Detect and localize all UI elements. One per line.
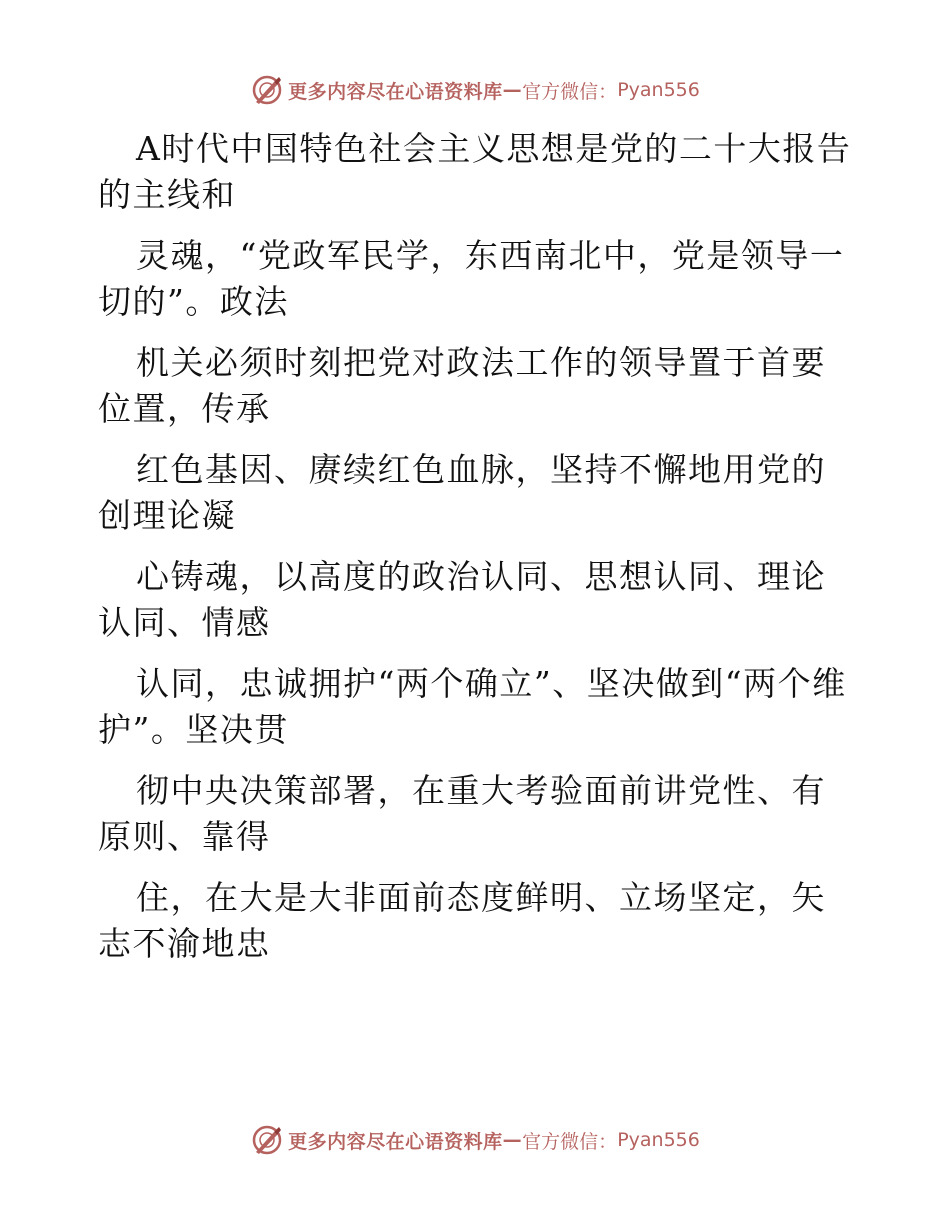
document-body xyxy=(98,126,858,982)
banner-text: 更多内容尽在心语资料库 xyxy=(288,1130,503,1153)
pen-logo-icon xyxy=(250,73,284,107)
paragraph-3: 机关必须时刻把党对政法工作的领导置于首要位置，传承 xyxy=(98,343,826,428)
paragraph-1: A时代中国特色社会主义思想是党的二十大报告的主线和 xyxy=(98,129,852,214)
banner-wechat-id: Pyan556 xyxy=(617,1129,700,1151)
banner-wechat-label: 官方微信： xyxy=(522,80,618,103)
paragraph-4: 红色基因、赓续红色血脉，坚持不懈地用党的创理论凝 xyxy=(98,450,826,535)
banner-dash: — xyxy=(502,79,523,101)
paragraph-8: 住，在大是大非面前态度鲜明、立场坚定，矢志不渝地忠 xyxy=(98,878,826,963)
paragraph-6: 认同，忠诚拥护“两个确立”、坚决做到“两个维护”。坚决贯 xyxy=(98,664,847,749)
paragraph-7: 彻中央决策部署，在重大考验面前讲党性、有原则、靠得 xyxy=(98,771,826,856)
banner-wechat-label: 官方微信： xyxy=(522,1130,618,1153)
footer-banner xyxy=(0,1120,950,1160)
banner-text: 更多内容尽在心语资料库 xyxy=(288,80,503,103)
paragraph-2: 灵魂，“党政军民学，东西南北中，党是领导一切的”。政法 xyxy=(98,236,845,321)
paragraph-5: 心铸魂，以高度的政治认同、思想认同、理论认同、情感 xyxy=(98,557,826,642)
pen-logo-icon xyxy=(250,1123,284,1157)
banner-wechat-id: Pyan556 xyxy=(617,79,700,101)
banner-dash: — xyxy=(502,1129,523,1151)
header-banner xyxy=(0,70,950,110)
